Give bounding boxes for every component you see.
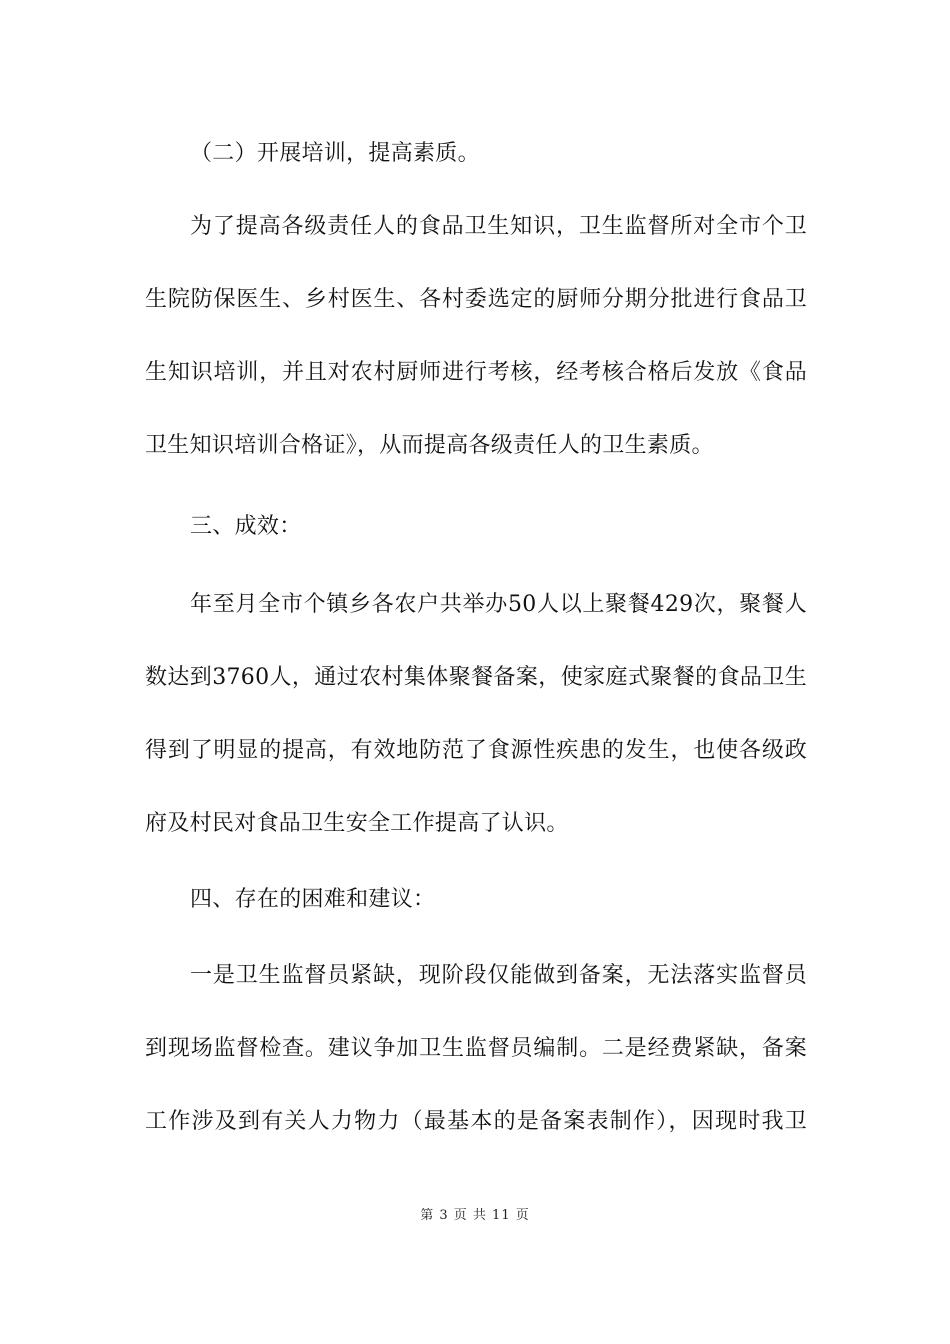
section-heading-difficulties: 四、存在的困难和建议： [190,887,436,912]
paragraph-line: 生院防保医生、乡村医生、各村委选定的厨师分期分批进行食品卫 [145,287,807,312]
paragraph-line: 工作涉及到有关人力物力（最基本的是备案表制作），因现时我卫 [145,1109,807,1134]
page-number-footer: 第 3 页 共 11 页 [420,1208,530,1223]
section-heading-training: （二）开展培训，提高素质。 [190,141,480,166]
paragraph-line: 到现场监督检查。建议争加卫生监督员编制。二是经费紧缺，备案 [145,1036,807,1061]
paragraph-line: 年至月全市个镇乡各农户共举办50人以上聚餐429次，聚餐人 [190,592,807,617]
paragraph-line: 数达到3760人，通过农村集体聚餐备案，使家庭式聚餐的食品卫生 [145,665,807,690]
paragraph-line: 得到了明显的提高，有效地防范了食源性疾患的发生，也使各级政 [145,738,807,763]
paragraph-line: 府及村民对食品卫生安全工作提高了认识。 [145,811,569,836]
paragraph-line: 为了提高各级责任人的食品卫生知识，卫生监督所对全市个卫 [190,214,807,239]
paragraph-line: 一是卫生监督员紧缺，现阶段仅能做到备案，无法落实监督员 [190,963,807,988]
paragraph-line: 生知识培训，并且对农村厨师进行考核，经考核合格后发放《食品 [145,360,807,385]
section-heading-results: 三、成效： [190,514,302,539]
paragraph-line: 卫生知识培训合格证》，从而提高各级责任人的卫生素质。 [145,433,714,458]
